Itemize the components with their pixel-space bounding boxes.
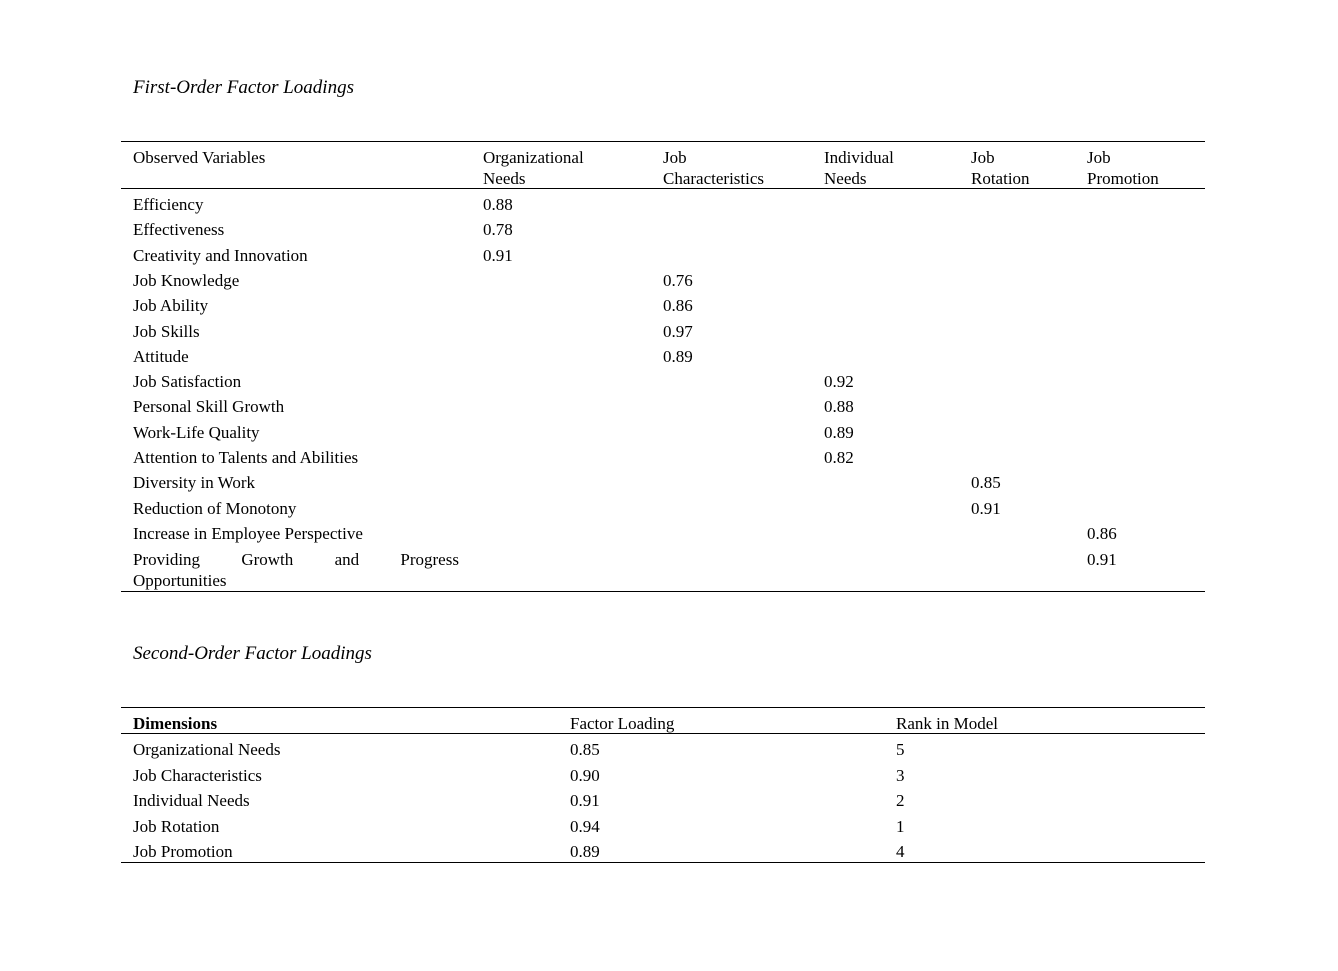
observed-variable-label: Increase in Employee Perspective <box>133 524 363 543</box>
observed-variable-label: Job Satisfaction <box>133 372 242 391</box>
word: Growth <box>241 550 294 569</box>
observed-variable-label: Attention to Talents and Abilities <box>133 448 359 467</box>
dimension-loading-value: 0.94 <box>570 817 600 836</box>
header-job-rotation <box>971 147 1030 189</box>
factor-loading-value: 0.89 <box>663 347 693 366</box>
header-line: Promotion <box>1087 169 1159 188</box>
observed-variable-label: Diversity in Work <box>133 473 256 492</box>
word: Progress <box>400 550 459 569</box>
dimension-label: Job Rotation <box>133 817 220 836</box>
header-organizational-needs <box>483 147 584 189</box>
table1-bottom-rule <box>121 591 1205 592</box>
observed-variable-label: Job Knowledge <box>133 271 240 290</box>
word: Providing <box>133 550 201 569</box>
table2-top-rule <box>121 707 1205 708</box>
header-line: Organizational <box>483 148 584 167</box>
header-line: Needs <box>483 169 526 188</box>
header-observed-variables: Observed Variables <box>133 148 266 167</box>
factor-loading-value: 0.91 <box>971 499 1001 518</box>
dimension-loading-value: 0.89 <box>570 842 600 861</box>
header-job-promotion <box>1087 147 1159 189</box>
dimension-label: Organizational Needs <box>133 740 281 759</box>
factor-loading-value: 0.97 <box>663 322 693 341</box>
dimension-rank-value: 1 <box>896 817 905 836</box>
header-line: Rotation <box>971 169 1030 188</box>
header-line: Individual <box>824 148 894 167</box>
header-line: Job <box>971 148 995 167</box>
factor-loading-value: 0.91 <box>483 246 513 265</box>
observed-variable-label: Attitude <box>133 347 189 366</box>
header-line: Needs <box>824 169 867 188</box>
dimension-rank-value: 4 <box>896 842 905 861</box>
table1-top-rule <box>121 141 1205 142</box>
factor-loading-value: 0.85 <box>971 473 1001 492</box>
observed-variable-label: Effectiveness <box>133 220 225 239</box>
dimension-label: Job Promotion <box>133 842 233 861</box>
dimension-loading-value: 0.91 <box>570 791 600 810</box>
last-row-value: 0.91 <box>1087 550 1117 569</box>
observed-variable-label: Work-Life Quality <box>133 423 260 442</box>
observed-variable-label: Personal Skill Growth <box>133 397 285 416</box>
factor-loading-value: 0.82 <box>824 448 854 467</box>
dimension-rank-value: 3 <box>896 766 905 785</box>
first-order-caption: First-Order Factor Loadings <box>133 77 354 98</box>
dimension-rank-value: 2 <box>896 791 905 810</box>
observed-variable-label: Job Skills <box>133 322 200 341</box>
header-line: Job <box>1087 148 1111 167</box>
factor-loading-value: 0.89 <box>824 423 854 442</box>
factor-loading-value: 0.86 <box>1087 524 1117 543</box>
word: and <box>334 550 360 569</box>
factor-loading-value: 0.76 <box>663 271 693 290</box>
factor-loading-value: 0.78 <box>483 220 513 239</box>
factor-loading-value: 0.88 <box>483 195 513 214</box>
second-order-caption: Second-Order Factor Loadings <box>133 643 372 664</box>
dimension-label: Individual Needs <box>133 791 250 810</box>
dimension-label: Job Characteristics <box>133 766 262 785</box>
factor-loading-value: 0.86 <box>663 296 693 315</box>
last-row-label-line1 <box>133 549 459 570</box>
factor-loading-value: 0.88 <box>824 397 854 416</box>
last-row-label-line2: Opportunities <box>133 571 227 590</box>
header-dimensions: Dimensions <box>133 714 218 733</box>
header-rank-in-model: Rank in Model <box>896 714 998 733</box>
dimension-loading-value: 0.90 <box>570 766 600 785</box>
observed-variable-label: Job Ability <box>133 296 209 315</box>
dimension-loading-value: 0.85 <box>570 740 600 759</box>
header-line: Job <box>663 148 687 167</box>
header-line: Characteristics <box>663 169 765 188</box>
factor-loading-value: 0.92 <box>824 372 854 391</box>
table2-bottom-rule <box>121 862 1205 863</box>
header-factor-loading: Factor Loading <box>570 714 675 733</box>
observed-variable-label: Efficiency <box>133 195 204 214</box>
header-job-characteristics <box>663 147 764 189</box>
dimension-rank-value: 5 <box>896 740 905 759</box>
header-individual-needs <box>824 147 894 189</box>
observed-variable-label: Creativity and Innovation <box>133 246 308 265</box>
observed-variable-label: Reduction of Monotony <box>133 499 297 518</box>
